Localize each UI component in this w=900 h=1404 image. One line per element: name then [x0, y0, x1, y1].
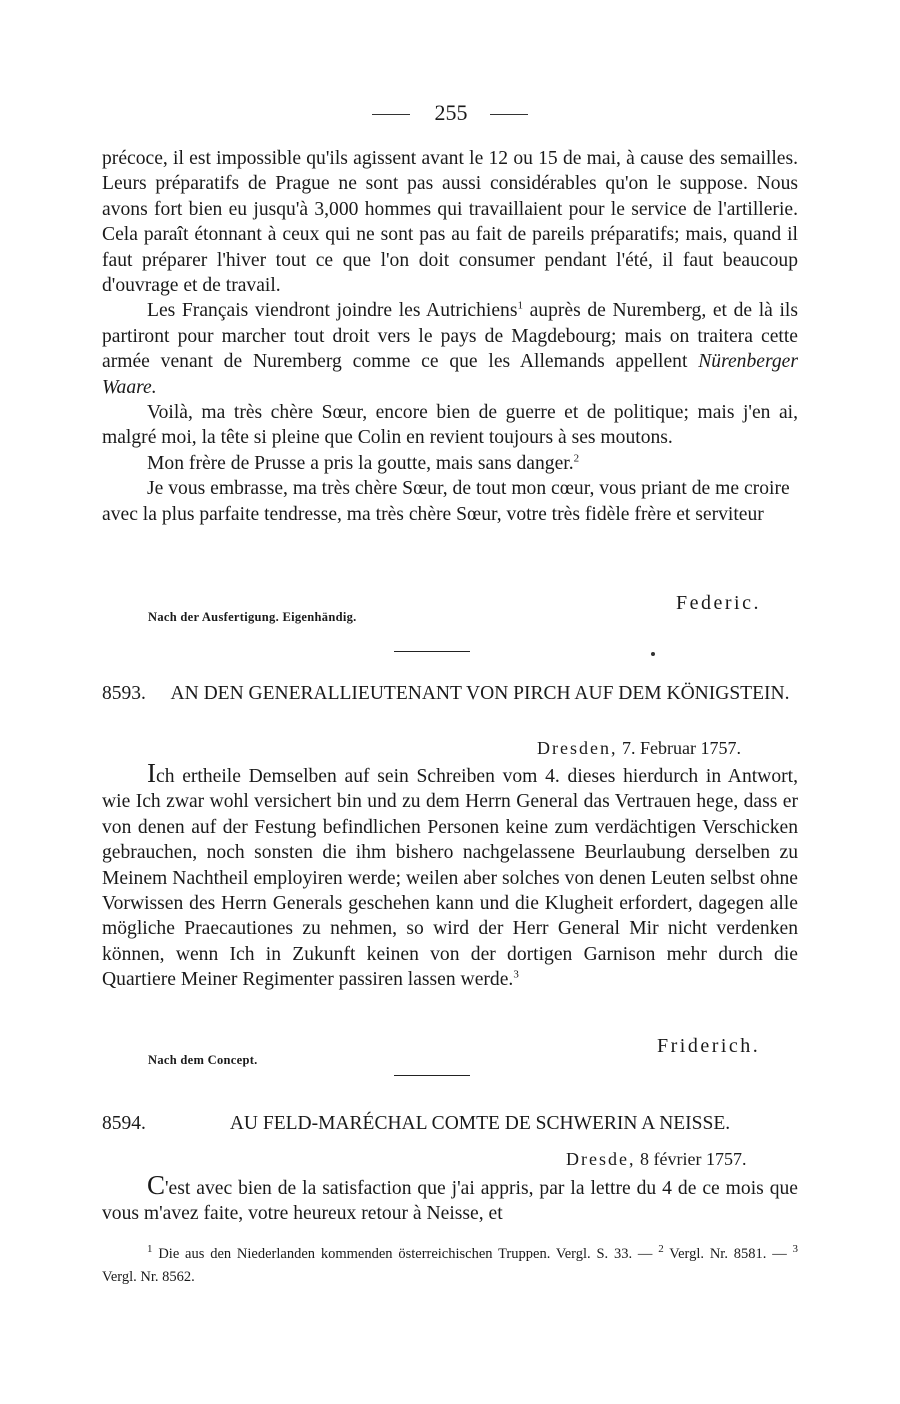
dateline-place: Dresde,	[566, 1149, 636, 1169]
paragraph-2	[102, 298, 798, 400]
paragraph-4-text: Mon frère de Prusse a pris la goutte, mais sans danger.	[147, 452, 574, 474]
letter-heading-8594	[102, 1112, 798, 1136]
paragraph-2-text-a: Les Français viendront joindre les Autrichiens	[147, 300, 518, 322]
page-number: 255	[434, 100, 468, 125]
footnote-dash: —	[637, 1246, 653, 1262]
footnote-2-text: Vergl. Nr. 8581.	[669, 1246, 767, 1262]
footnote-mark-3: 3	[792, 1243, 799, 1256]
footnote-ref-3: 3	[513, 968, 519, 981]
letter-heading-8593	[102, 682, 798, 706]
dateline-date: 7. Februar 1757.	[621, 738, 741, 758]
letter-title-8593: AN DEN GENERALLIEUTENANT VON PIRCH AUF DEM KÖNIGSTEIN.	[170, 683, 790, 704]
footnote-mark-2: 2	[658, 1243, 664, 1256]
source-note-2: Nach dem Concept.	[148, 1053, 258, 1067]
ink-dot	[651, 652, 655, 656]
source-note-1: Nach der Ausfertigung. Eigenhändig.	[148, 610, 357, 624]
footnote-ref-2: 2	[573, 452, 580, 465]
initial-letter: I	[147, 758, 156, 788]
letter-body-8593	[102, 758, 798, 993]
paragraph-3: Voilà, ma très chère Sœur, encore bien de guerre et de politique; mais j'en ai, malgré moi, la tête si pleine que Colin en revient toujours à ses moutons.	[102, 402, 798, 449]
footnote-ref-1: 1	[517, 299, 523, 312]
dateline-date: 8 février 1757.	[639, 1149, 747, 1169]
body-8593-text: ch ertheile Demselben auf sein Schreiben vom 4. dieses hierdurch in Antwort, wie Ich zwar wohl versichert bin und zu dem Herrn General das Vertrauen hege, dass er von denen auf der Festung befindlichen Personen keine zum verdächtigen Verschicken gebrauchen, noch sonsten die ihm bishero nachgelassene Beurlaubung derselben zu Meinem Nachtheil employiren werde; weilen aber solches von denen Leuten selbst ohne Vorwissen des Herrn Generals geschehen kann und die Klugheit erfordert, dagegen alle mögliche Praecautiones zu nehmen, so wird der Herr General Mir nicht verdenken können, wenn Ich in Zukunft keinen von der dortigen Garnison mehr durch die Quartiere Meiner Regimenter passiren lassen werde.	[102, 766, 798, 991]
header-dash-left	[372, 114, 410, 115]
footnote-1	[102, 1243, 798, 1289]
footnotes	[102, 1243, 798, 1289]
footnote-1-text: Die aus den Niederlanden kommenden österreichischen Truppen. Vergl. S. 33.	[158, 1246, 633, 1262]
paragraph-1: précoce, il est impossible qu'ils agissent avant le 12 ou 15 de mai, à cause des semailles. Leurs préparatifs de Prague ne sont pas aussi considérables qu'on le suppose. Nous avons fort bien eu jusqu'à 3,000 hommes qui travaillaient pour le service de l'artillerie. Cela paraît étonnant à ceux qui ne sont pas au fait de pareils préparatifs; mais, quand il faut préparer l'hiver tout ce que l'on doit consumer pendant l'été, il faut beaucoup d'ouvrage et de travail.	[102, 148, 798, 297]
body-8594-text: 'est avec bien de la satisfaction que j'ai appris, par la lettre du 4 de ce mois que vous m'avez faite, votre heureux retour à Neisse, et	[102, 1178, 798, 1225]
signature-friderich: Friderich.	[657, 1035, 761, 1057]
dateline-8594	[566, 1149, 746, 1170]
dateline-8593	[537, 738, 741, 759]
paragraph-5: Je vous embrasse, ma très chère Sœur, de tout mon cœur, vous priant de me croire avec la plus parfaite tendresse, ma très chère Sœur, votre très fidèle frère et serviteur	[102, 478, 790, 525]
separator-1	[394, 651, 470, 652]
paragraph-4	[102, 451, 798, 476]
paragraph-2-text-b: auprès de Nuremberg, et de là ils partiront pour marcher tout droit vers le pays de Magdebourg; mais on traitera cette armée venant de Nuremberg comme ce que les Allemands appellent	[102, 300, 798, 373]
footnote-mark-1: 1	[147, 1243, 153, 1256]
initial-letter: C	[147, 1170, 166, 1200]
letter-number-8594: 8594.	[102, 1113, 146, 1134]
letter-continuation	[102, 146, 798, 527]
letter-title-8594: AU FELD-MARÉCHAL COMTE DE SCHWERIN A NEISSE.	[229, 1113, 731, 1134]
footnote-dash: —	[772, 1246, 787, 1262]
separator-2	[394, 1075, 470, 1076]
body-8594	[102, 1170, 798, 1227]
dateline-place: Dresden,	[537, 738, 618, 758]
italic-phrase: Nürenberger Waare.	[102, 351, 798, 398]
header-dash-right	[490, 114, 528, 115]
letter-body-8594	[102, 1170, 798, 1227]
page-header	[0, 98, 900, 128]
footnote-3-text: Vergl. Nr. 8562.	[102, 1269, 195, 1285]
letter-number-8593: 8593.	[102, 683, 146, 704]
signature-federic: Federic.	[676, 592, 761, 614]
body-8593	[102, 758, 798, 993]
